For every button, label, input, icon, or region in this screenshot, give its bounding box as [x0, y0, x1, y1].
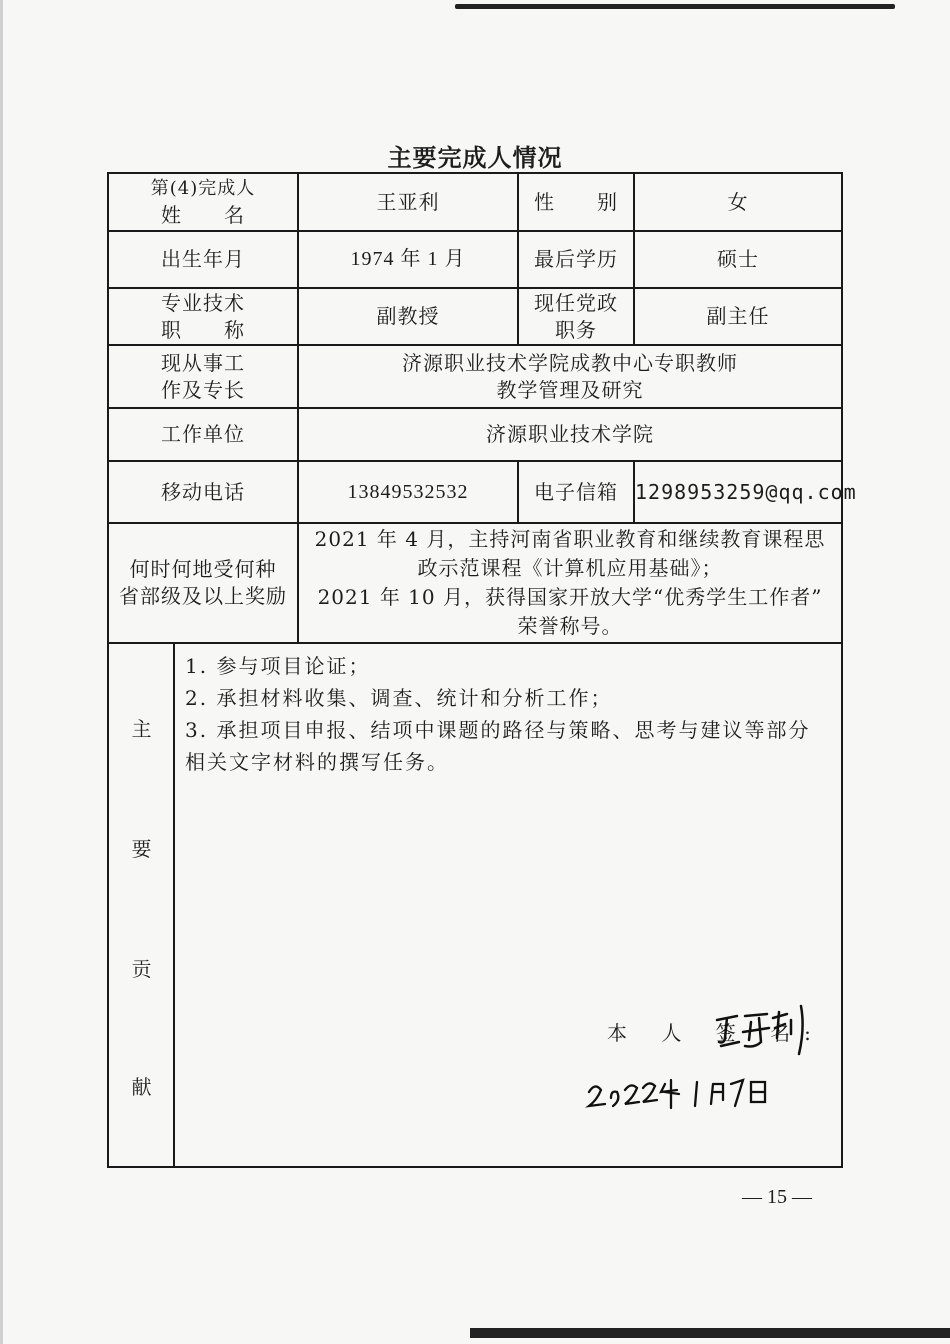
contribution-item-1: 1. 参与项目论证； — [185, 654, 371, 678]
contribution-label-char2: 要 — [131, 837, 153, 861]
title-label-line2: 职 称 — [161, 317, 245, 342]
awards-line3: 2021 年 10 月，获得国家开放大学“优秀学生工作者” — [317, 585, 823, 609]
position-label-line2: 职务 — [555, 317, 597, 342]
name-value: 王亚利 — [298, 173, 518, 231]
contribution-list — [175, 644, 841, 778]
position-value: 副主任 — [634, 288, 842, 345]
awards-label-line1: 何时何地受何种 — [129, 557, 277, 581]
education-label: 最后学历 — [518, 231, 634, 288]
row-contact — [108, 461, 842, 523]
scan-edge-left — [0, 0, 3, 1344]
rank-label-line1: 第(4)完成人 — [150, 178, 256, 199]
row-unit — [108, 408, 842, 461]
birth-value: 1974 年 1 月 — [298, 231, 518, 288]
row-contribution — [108, 643, 842, 1167]
work-label — [108, 345, 298, 408]
contribution-label — [108, 643, 174, 1167]
unit-value: 济源职业技术学院 — [298, 408, 842, 461]
row-title — [108, 288, 842, 345]
title-label-line1: 专业技术 — [161, 290, 245, 315]
education-value: 硕士 — [634, 231, 842, 288]
work-label-line2: 作及专长 — [161, 377, 245, 402]
gender-value: 女 — [634, 173, 842, 231]
work-value-line2: 教学管理及研究 — [496, 377, 644, 402]
awards-label-line2: 省部级及以上奖励 — [119, 584, 287, 608]
contribution-label-char1: 主 — [131, 717, 153, 741]
contribution-content — [174, 643, 842, 1167]
contribution-label-char4: 献 — [131, 1075, 153, 1099]
contribution-item-2: 2. 承担材料收集、调查、统计和分析工作； — [185, 686, 613, 710]
info-table — [107, 172, 857, 1168]
work-value-line1: 济源职业技术学院成教中心专职教师 — [402, 350, 738, 375]
page-number: — 15 — — [742, 1186, 812, 1208]
mobile-label: 移动电话 — [108, 461, 298, 523]
handwritten-date — [585, 1070, 785, 1114]
awards-line4: 荣誉称号。 — [517, 614, 623, 638]
row-birth — [108, 231, 842, 288]
unit-label: 工作单位 — [108, 408, 298, 461]
rank-label-line2: 姓 名 — [161, 203, 245, 227]
signature-label: 本 人 签 名: — [607, 1021, 825, 1045]
contribution-label-char3: 贡 — [131, 957, 153, 981]
awards-label — [108, 523, 298, 643]
position-label-line1: 现任党政 — [534, 290, 618, 315]
scan-edge-top — [455, 4, 895, 9]
email-value: 1298953259@qq.com — [634, 461, 842, 523]
handwritten-signature — [715, 998, 835, 1058]
birth-label: 出生年月 — [108, 231, 298, 288]
gender-label: 性 别 — [518, 173, 634, 231]
mobile-value: 13849532532 — [298, 461, 518, 523]
position-label — [518, 288, 634, 345]
scan-edge-bottom — [470, 1328, 950, 1338]
contribution-item-4: 相关文字材料的撰写任务。 — [185, 750, 449, 774]
awards-line1: 2021 年 4 月，主持河南省职业教育和继续教育课程思 — [314, 527, 826, 551]
rank-label — [108, 173, 298, 231]
work-value — [298, 345, 842, 408]
row-awards — [108, 523, 842, 643]
contribution-item-3: 3. 承担项目申报、结项中课题的路径与策略、思考与建议等部分 — [185, 718, 811, 742]
awards-line2: 政示范课程《计算机应用基础》； — [417, 556, 723, 580]
row-name — [108, 173, 842, 231]
work-label-line1: 现从事工 — [161, 350, 245, 375]
page-title: 主要完成人情况 — [387, 143, 563, 172]
row-work — [108, 345, 842, 408]
pro-title-value: 副教授 — [298, 288, 518, 345]
email-label: 电子信箱 — [518, 461, 634, 523]
title-label — [108, 288, 298, 345]
awards-value — [298, 523, 842, 643]
